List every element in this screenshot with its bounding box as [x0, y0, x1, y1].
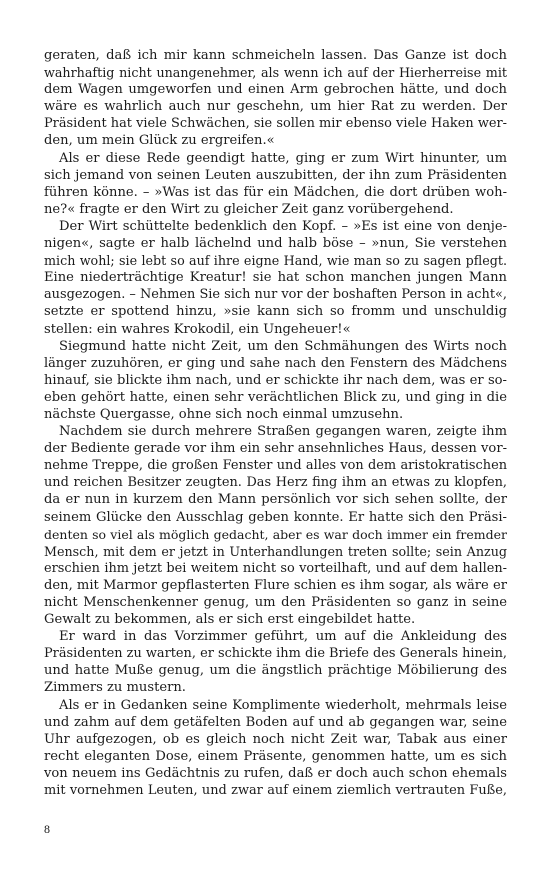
text-line: dem Wagen umgeworfen und einen Arm gebrochen hätte, und doch [44, 82, 507, 98]
text-line: Als er in Gedanken seine Komplimente wiederholt, mehrmals leise [59, 697, 507, 713]
text-line: nigen«, sagte er halb lächelnd und halb böse – »nun, Sie verstehen [44, 236, 507, 252]
text-line: den, um mein Glück zu ergreifen.« [44, 133, 275, 149]
text-line: Gewalt zu bekommen, als er sich erst eingebildet hatte. [44, 612, 416, 628]
text-line: und hatte Muße genug, um die ängstlich prächtige Möbilierung des [44, 663, 507, 679]
text-line: recht eleganten Dose, einem Präsente, genommen hatte, um es sich [44, 748, 507, 764]
text-line: Nachdem sie durch mehrere Straßen gegangen waren, zeigte ihm [59, 424, 507, 440]
text-line: den, mit Marmor gepflasterten Flure schien es ihm sogar, als wäre er [44, 577, 507, 593]
text-line: Er ward in das Vorzimmer geführt, um auf die Ankleidung des [59, 629, 507, 645]
text-line: sich jemand von seinen Leuten auszubitten, der ihn zum Präsidenten [44, 167, 507, 183]
text-line: nehme Treppe, die großen Fenster und alles von dem aristokratischen [44, 458, 507, 474]
paragraph [44, 423, 507, 628]
paragraph [44, 338, 507, 423]
text-line: Der Wirt schüttelte bedenklich den Kopf. – »Es ist eine von denje- [59, 218, 507, 234]
text-line: mit vornehmen Leuten, und zwar auf einem ziemlich vertrauten Fuße, [44, 783, 507, 799]
text-line: Präsidenten zu warten, er schickte ihm die Briefe des Generals hinein, [44, 646, 507, 662]
paragraph [44, 697, 507, 800]
text-line: da er nun in kurzem den Mann persönlich vor sich sehen sollte, der [44, 492, 507, 508]
text-line: Zimmers zu mustern. [44, 680, 186, 696]
text-line: nächste Quergasse, ohne sich noch einmal umzusehn. [44, 406, 404, 422]
text-line: wahrhaftig nicht unangenehmer, als wenn ich auf der Hierherreise mit [44, 65, 507, 81]
text-line: und reichen Besitzer zeugten. Das Herz fing ihm an etwas zu klopfen, [44, 475, 507, 491]
text-line: Als er diese Rede geendigt hatte, ging er zum Wirt hinunter, um [59, 150, 507, 166]
paragraph [44, 47, 507, 150]
text-line: setzte er spottend hinzu, »sie kann sich so fromm und unschuldig [44, 304, 507, 320]
text-line: und zahm auf dem getäfelten Boden auf und ab gegangen war, seine [44, 714, 507, 730]
page-number: 8 [44, 822, 50, 836]
text-line: ne?« fragte er den Wirt zu gleicher Zeit ganz vorübergehend. [44, 201, 454, 217]
text-line: eben gehört hatte, einen sehr verächtlichen Blick zu, und ging in die [44, 389, 507, 405]
text-line: von neuem ins Gedächtnis zu rufen, daß er doch auch schon ehemals [44, 765, 507, 781]
text-line: denten so viel als möglich gedacht, aber es war doch immer ein fremder [44, 526, 507, 542]
text-line: Uhr aufgezogen, ob es gleich noch nicht Zeit war, Tabak aus einer [44, 731, 507, 747]
paragraph [44, 150, 507, 218]
body-text [44, 47, 507, 799]
text-line: Präsident hat viele Schwächen, sie sollen mir ebenso viele Haken wer- [44, 116, 507, 132]
text-line: wäre es wahrlich auch nur geschehn, um hier Rat zu werden. Der [44, 99, 507, 115]
text-line: Siegmund hatte nicht Zeit, um den Schmähungen des Wirts noch [59, 338, 507, 354]
text-line: hinauf, sie blickte ihm nach, und er schickte ihr nach dem, was er so- [44, 372, 507, 388]
paragraph [44, 628, 507, 696]
text-line: länger zuzuhören, er ging und sahe nach den Fenstern des Mädchens [44, 355, 507, 371]
text-line: Mensch, mit dem er jetzt in Unterhandlungen treten sollte; sein Anzug [44, 543, 507, 559]
text-line: erschien ihm jetzt bei weitem nicht so vorteilhaft, und auf dem hallen- [44, 560, 507, 576]
text-line: Eine niederträchtige Kreatur! sie hat schon manchen jungen Mann [44, 270, 507, 286]
paragraph [44, 218, 507, 338]
text-line: geraten, daß ich mir kann schmeicheln lassen. Das Ganze ist doch [44, 48, 507, 63]
text-line: führen könne. – »Was ist das für ein Mädchen, die dort drüben woh- [44, 184, 507, 200]
text-line: seinem Glücke den Ausschlag geben konnte. Er hatte sich den Präsi- [44, 509, 507, 525]
text-line: stellen: ein wahres Krokodil, ein Ungeheuer!« [44, 321, 351, 337]
text-line: mich wohl; sie lebt so auf ihre eigne Hand, wie man so zu sagen pflegt. [44, 253, 507, 269]
text-line: der Bediente gerade vor ihm ein sehr ansehnliches Haus, dessen vor- [44, 441, 507, 457]
text-line: nicht Menschenkenner genug, um den Präsidenten so ganz in seine [44, 595, 507, 610]
text-line: ausgezogen. – Nehmen Sie sich nur vor der boshaften Person in acht«, [44, 287, 507, 303]
